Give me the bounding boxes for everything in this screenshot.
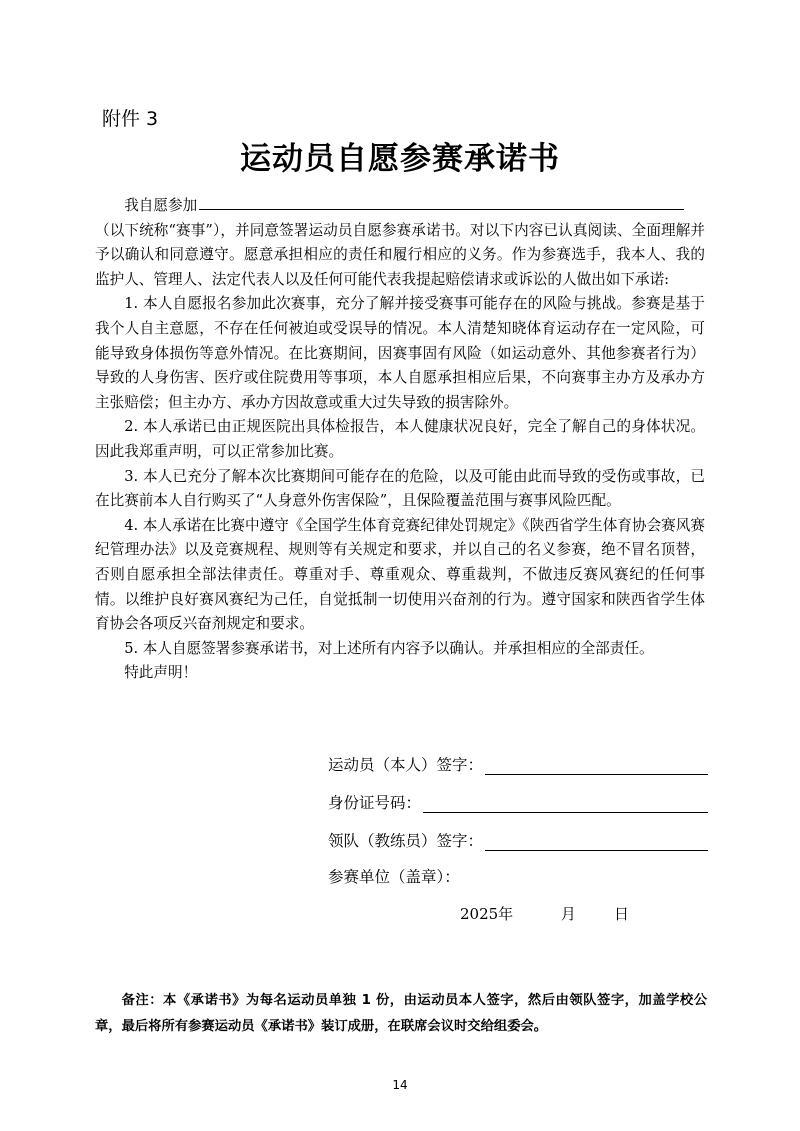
statement: 特此声明！ (124, 664, 198, 682)
date-day: 日 (614, 905, 630, 923)
id-number-row (328, 791, 708, 813)
leader-signature-line[interactable] (485, 832, 708, 851)
date-month: 月 (560, 905, 576, 923)
intro-lead-line (95, 193, 705, 219)
leader-signature-row (328, 829, 708, 851)
id-number-label: 身份证号码： (328, 794, 422, 812)
date-year: 2025年 (460, 905, 514, 923)
athlete-signature-label: 运动员（本人）签字： (328, 756, 484, 774)
attachment-label: 附件 3 (102, 108, 159, 130)
athlete-signature-line[interactable] (485, 756, 708, 775)
id-number-line[interactable] (423, 794, 708, 813)
commitment-item-5: 5. 本人自愿签署参赛承诺书，对上述所有内容予以确认。并承担相应的全部责任。 (124, 639, 654, 657)
event-name-blank (199, 193, 684, 210)
document-body (95, 193, 705, 686)
commitment-item-3: 3. 本人已充分了解本次比赛期间可能存在的危险，以及可能由此而导致的受伤或事故，已在比赛前本人自行购买了“人身意外伤害保险”，且保险覆盖范围与赛事风险匹配。 (95, 467, 705, 510)
intro-lead: 我自愿参加 (124, 197, 198, 214)
unit-stamp-label: 参赛单位（盖章）： (328, 868, 460, 886)
commitment-item-1: 1. 本人自愿报名参加此次赛事，充分了解并接受赛事可能存在的风险与挑战。参赛是基于我个人自主意愿，不存在任何被迫或受误导的情况。本人清楚知晓体育运动存在一定风险，可能导致身体损伤等意外情况。在比赛期间，因赛事固有风险（如运动意外、其他参赛者行为）导致的人身伤害、医疗或住院费用等事项，本人自愿承担相应后果，不向赛事主办方及承办方主张赔偿；但主办方、承办方因故意或重大过失导致的损害除外。 (95, 295, 705, 411)
date-line (460, 903, 629, 924)
leader-signature-label: 领队（教练员）签字： (328, 832, 484, 850)
commitment-item-4: 4. 本人承诺在比赛中遵守《全国学生体育竞赛纪律处罚规定》《陕西省学生体育协会赛风赛纪管理办法》以及竞赛规程、规则等有关规定和要求，并以自己的名义参赛，绝不冒名顶替，否则自愿承担全部法律责任。尊重对手、尊重观众、尊重裁判，不做违反赛风赛纪的任何事情。以维护良好赛风赛纪为己任，自觉抵制一切使用兴奋剂的行为。遵守国家和陕西省学生体育协会各项反兴奋剂规定和要求。 (95, 516, 705, 633)
unit-stamp-row (328, 865, 708, 887)
commitment-item-2: 2. 本人承诺已由正规医院出具体检报告，本人健康状况良好，完全了解自己的身体状况。因此我郑重声明，可以正常参加比赛。 (95, 418, 705, 460)
intro-paragraph: （以下统称“赛事”），并同意签署运动员自愿参赛承诺书。对以下内容已认真阅读、全面理解并予以确认和同意遵守。愿意承担相应的责任和履行相应的义务。作为参赛选手，我本人、我的监护人、管理人、法定代表人以及任何可能代表我提起赔偿请求或诉讼的人做出如下承诺: (95, 221, 705, 288)
document-title: 运动员自愿参赛承诺书 (240, 141, 560, 177)
page-number: 14 (392, 1078, 408, 1092)
athlete-signature-row (328, 753, 708, 775)
footnote: 备注：本《承诺书》为每名运动员单独 1 份，由运动员本人签字，然后由领队签字，加盖学校公章，最后将所有参赛运动员《承诺书》装订成册，在联席会议时交给组委会。 (95, 993, 707, 1034)
